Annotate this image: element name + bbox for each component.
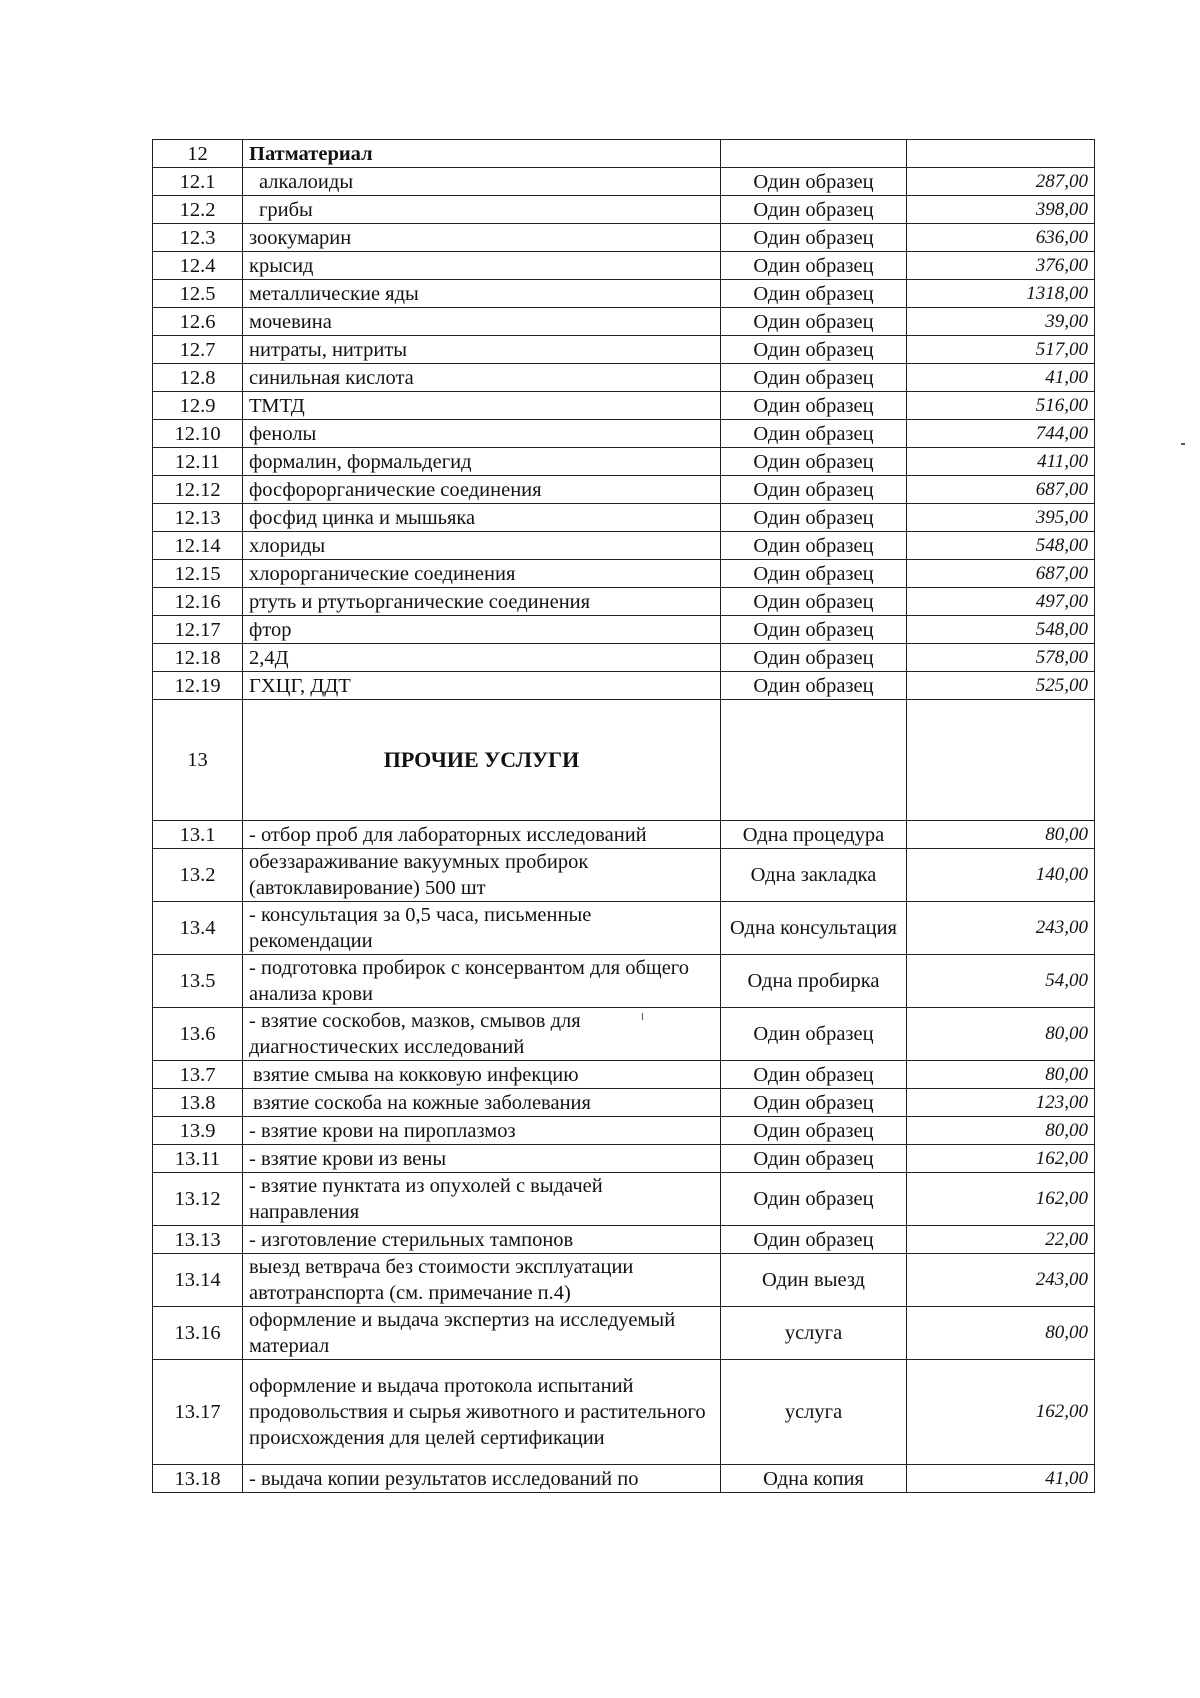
row-number: 12.2 (153, 196, 243, 224)
row-price: 398,00 (907, 196, 1095, 224)
table-row (153, 336, 1095, 364)
table-row (153, 1226, 1095, 1254)
row-number: 13.1 (153, 821, 243, 849)
row-price: 636,00 (907, 224, 1095, 252)
row-name: мочевина (243, 308, 721, 336)
table-row (153, 1360, 1095, 1465)
table-row (153, 1117, 1095, 1145)
table-row (153, 224, 1095, 252)
row-unit: Один образец (721, 504, 907, 532)
row-price: 80,00 (907, 821, 1095, 849)
row-unit: Один образец (721, 392, 907, 420)
row-price: 517,00 (907, 336, 1095, 364)
row-name: оформление и выдача протокола испытаний продовольствия и сырья животного и растительного происхождения для целей сертификации (243, 1360, 721, 1465)
row-number: 12.8 (153, 364, 243, 392)
row-price: 1318,00 (907, 280, 1095, 308)
row-number: 13.9 (153, 1117, 243, 1145)
table-row (153, 168, 1095, 196)
row-price: 80,00 (907, 1061, 1095, 1089)
row-price: 162,00 (907, 1145, 1095, 1173)
row-unit: Один образец (721, 280, 907, 308)
row-number: 13.11 (153, 1145, 243, 1173)
row-name: хлорорганические соединения (243, 560, 721, 588)
row-unit: Один образец (721, 196, 907, 224)
row-number: 13.17 (153, 1360, 243, 1465)
row-unit: Один образец (721, 1145, 907, 1173)
row-unit: Один образец (721, 1008, 907, 1061)
price-list-table (152, 139, 1095, 1493)
row-number: 13.18 (153, 1465, 243, 1493)
row-number: 12.1 (153, 168, 243, 196)
row-number: 12.13 (153, 504, 243, 532)
section-title: ПРОЧИЕ УСЛУГИ (243, 700, 721, 821)
table-row (153, 476, 1095, 504)
row-name: нитраты, нитриты (243, 336, 721, 364)
row-price: 525,00 (907, 672, 1095, 700)
table-row (153, 1307, 1095, 1360)
scan-speck (1181, 443, 1185, 445)
section-header-row (153, 700, 1095, 821)
row-number: 13.7 (153, 1061, 243, 1089)
row-price: 162,00 (907, 1173, 1095, 1226)
row-number: 12.15 (153, 560, 243, 588)
row-unit: Один образец (721, 448, 907, 476)
row-price: 516,00 (907, 392, 1095, 420)
row-unit: Один образец (721, 644, 907, 672)
row-name: зоокумарин (243, 224, 721, 252)
table-row (153, 1089, 1095, 1117)
row-price: 162,00 (907, 1360, 1095, 1465)
row-name: ГХЦГ, ДДТ (243, 672, 721, 700)
row-number: 12.12 (153, 476, 243, 504)
row-name: 2,4Д (243, 644, 721, 672)
row-name: алкалоиды (243, 168, 721, 196)
row-name: синильная кислота (243, 364, 721, 392)
row-number: 13.13 (153, 1226, 243, 1254)
row-name: хлориды (243, 532, 721, 560)
row-price: 287,00 (907, 168, 1095, 196)
row-unit: Один образец (721, 224, 907, 252)
row-number: 12.9 (153, 392, 243, 420)
row-name: - подготовка пробирок с консервантом для общего анализа крови (243, 955, 721, 1008)
row-name: оформление и выдача экспертиз на исследуемый материал (243, 1307, 721, 1360)
row-price: 39,00 (907, 308, 1095, 336)
row-number: 12.16 (153, 588, 243, 616)
table-row (153, 588, 1095, 616)
table-row (153, 308, 1095, 336)
table-row (153, 196, 1095, 224)
row-number: 12.18 (153, 644, 243, 672)
row-unit: услуга (721, 1307, 907, 1360)
row-unit: Одна пробирка (721, 955, 907, 1008)
row-price: 411,00 (907, 448, 1095, 476)
row-name: взятие смыва на кокковую инфекцию (243, 1061, 721, 1089)
row-name: формалин, формальдегид (243, 448, 721, 476)
row-number: 13.16 (153, 1307, 243, 1360)
row-name: грибы (243, 196, 721, 224)
row-number: 12.19 (153, 672, 243, 700)
row-price: 497,00 (907, 588, 1095, 616)
row-number: 13.6 (153, 1008, 243, 1061)
row-number: 12.10 (153, 420, 243, 448)
row-name: - выдача копии результатов исследований по (243, 1465, 721, 1493)
row-number: 12.3 (153, 224, 243, 252)
row-unit: Один образец (721, 532, 907, 560)
row-name: металлические яды (243, 280, 721, 308)
row-unit: Один образец (721, 364, 907, 392)
table-row (153, 849, 1095, 902)
row-unit: Один выезд (721, 1254, 907, 1307)
table-row (153, 616, 1095, 644)
section-header-row (153, 140, 1095, 168)
row-number: 12.11 (153, 448, 243, 476)
row-name: крысид (243, 252, 721, 280)
table-row (153, 280, 1095, 308)
row-name: - взятие крови на пироплазмоз (243, 1117, 721, 1145)
table-row (153, 821, 1095, 849)
row-name: - взятие пунктата из опухолей с выдачей направления (243, 1173, 721, 1226)
row-unit: Одна процедура (721, 821, 907, 849)
row-price: 578,00 (907, 644, 1095, 672)
row-unit: Один образец (721, 1089, 907, 1117)
row-name: фтор (243, 616, 721, 644)
row-unit: Один образец (721, 1117, 907, 1145)
row-unit: Один образец (721, 476, 907, 504)
table-row (153, 448, 1095, 476)
row-price: 80,00 (907, 1117, 1095, 1145)
row-number: 13.5 (153, 955, 243, 1008)
table-row (153, 672, 1095, 700)
scan-speck (642, 1013, 643, 1020)
table-row (153, 420, 1095, 448)
row-unit: Один образец (721, 1173, 907, 1226)
row-number: 12.7 (153, 336, 243, 364)
row-unit: Один образец (721, 1061, 907, 1089)
row-price: 41,00 (907, 364, 1095, 392)
row-unit: Один образец (721, 560, 907, 588)
table-row (153, 1061, 1095, 1089)
table-row (153, 955, 1095, 1008)
row-price: 22,00 (907, 1226, 1095, 1254)
row-price: 243,00 (907, 1254, 1095, 1307)
table-row (153, 364, 1095, 392)
table-row (153, 560, 1095, 588)
row-name: - взятие соскобов, мазков, смывов для диагностических исследований (243, 1008, 721, 1061)
row-number: 12.6 (153, 308, 243, 336)
row-price: 548,00 (907, 532, 1095, 560)
row-number: 13.2 (153, 849, 243, 902)
row-price: 395,00 (907, 504, 1095, 532)
row-price: 243,00 (907, 902, 1095, 955)
row-price: 687,00 (907, 476, 1095, 504)
row-price: 140,00 (907, 849, 1095, 902)
row-number: 13.12 (153, 1173, 243, 1226)
row-unit: Одна консультация (721, 902, 907, 955)
table-row (153, 504, 1095, 532)
row-unit: Одна закладка (721, 849, 907, 902)
table-row (153, 532, 1095, 560)
table-row (153, 644, 1095, 672)
row-price: 80,00 (907, 1307, 1095, 1360)
row-unit: Один образец (721, 308, 907, 336)
row-unit: Один образец (721, 168, 907, 196)
row-name: обеззараживание вакуумных пробирок (автоклавирование) 500 шт (243, 849, 721, 902)
row-name: ТМТД (243, 392, 721, 420)
table-row (153, 1008, 1095, 1061)
table-row (153, 392, 1095, 420)
table-row (153, 252, 1095, 280)
row-name: выезд ветврача без стоимости эксплуатации автотранспорта (см. примечание п.4) (243, 1254, 721, 1307)
section-number: 12 (153, 140, 243, 168)
row-name: фосфорорганические соединения (243, 476, 721, 504)
row-unit: Один образец (721, 336, 907, 364)
row-price: 123,00 (907, 1089, 1095, 1117)
row-name: взятие соскоба на кожные заболевания (243, 1089, 721, 1117)
row-name: ртуть и ртутьорганические соединения (243, 588, 721, 616)
table-row (153, 1465, 1095, 1493)
row-number: 12.14 (153, 532, 243, 560)
row-name: - изготовление стерильных тампонов (243, 1226, 721, 1254)
row-unit: Одна копия (721, 1465, 907, 1493)
row-price: 41,00 (907, 1465, 1095, 1493)
row-unit: Один образец (721, 672, 907, 700)
table-row (153, 1145, 1095, 1173)
row-name: - взятие крови из вены (243, 1145, 721, 1173)
row-price: 80,00 (907, 1008, 1095, 1061)
row-number: 13.8 (153, 1089, 243, 1117)
row-price: 744,00 (907, 420, 1095, 448)
section-number: 13 (153, 700, 243, 821)
row-name: - консультация за 0,5 часа, письменные рекомендации (243, 902, 721, 955)
row-number: 13.4 (153, 902, 243, 955)
row-number: 13.14 (153, 1254, 243, 1307)
row-unit: Один образец (721, 252, 907, 280)
row-price: 687,00 (907, 560, 1095, 588)
row-unit: Один образец (721, 616, 907, 644)
table-row (153, 1254, 1095, 1307)
row-price: 548,00 (907, 616, 1095, 644)
row-number: 12.4 (153, 252, 243, 280)
section-title: Патматериал (243, 140, 721, 168)
row-unit: Один образец (721, 1226, 907, 1254)
row-unit: Один образец (721, 588, 907, 616)
row-name: фенолы (243, 420, 721, 448)
row-name: - отбор проб для лабораторных исследований (243, 821, 721, 849)
row-number: 12.17 (153, 616, 243, 644)
table-row (153, 902, 1095, 955)
row-price: 376,00 (907, 252, 1095, 280)
table-row (153, 1173, 1095, 1226)
row-unit: Один образец (721, 420, 907, 448)
row-unit: услуга (721, 1360, 907, 1465)
row-name: фосфид цинка и мышьяка (243, 504, 721, 532)
row-price: 54,00 (907, 955, 1095, 1008)
row-number: 12.5 (153, 280, 243, 308)
